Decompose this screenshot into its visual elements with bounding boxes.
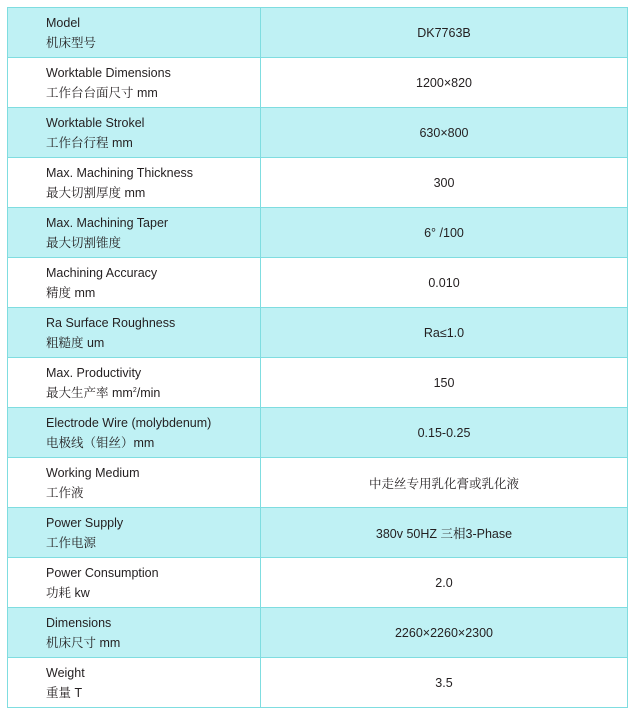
spec-label-cell [8,508,261,558]
spec-value: Ra≤1.0 [261,308,628,358]
spec-label-en: Max. Productivity [46,365,142,380]
spec-label-cn: 电极线（钼丝）mm [46,435,155,450]
spec-label-en: Power Consumption [46,565,159,580]
spec-label-en: Worktable Strokel [46,115,145,130]
spec-label-cn: 最大切割锥度 [46,235,122,250]
spec-label-en: Electrode Wire (molybdenum) [46,415,212,430]
spec-label-cn: 工作台台面尺寸 mm [46,85,158,100]
spec-label-cell [8,158,261,208]
spec-value: DK7763B [261,8,628,58]
table-row [8,308,628,358]
spec-label-en: Dimensions [46,615,112,630]
spec-label-en: Max. Machining Thickness [46,165,194,180]
spec-label-cn: 功耗 kw [46,585,90,600]
spec-label-cell [8,558,261,608]
spec-label-cell [8,408,261,458]
spec-value: 3.5 [261,658,628,708]
spec-label-en: Max. Machining Taper [46,215,169,230]
spec-label-en: Weight [46,665,85,680]
table-row [8,208,628,258]
spec-label-cn: 机床尺寸 mm [46,635,121,650]
spec-label-cn-suffix: /min [136,385,161,400]
spec-label-cell [8,258,261,308]
spec-label-en: Ra Surface Roughness [46,315,176,330]
spec-value: 150 [261,358,628,408]
spec-value: 2.0 [261,558,628,608]
table-row [8,358,628,408]
spec-value: 300 [261,158,628,208]
spec-value: 0.010 [261,258,628,308]
table-row [8,158,628,208]
spec-label-en: Power Supply [46,515,124,530]
spec-value: 0.15-0.25 [261,408,628,458]
spec-label-cell [8,608,261,658]
spec-value: 630×800 [261,108,628,158]
spec-value: 中走丝专用乳化膏或乳化液 [261,458,628,508]
spec-label-cn: 精度 mm [46,285,96,300]
spec-value: 1200×820 [261,58,628,108]
spec-label-cn: 最大生产率 mm [46,385,133,400]
spec-label-cn: 工作电源 [46,535,97,550]
spec-label-cn-group [46,383,260,403]
spec-label-en: Worktable Dimensions [46,65,171,80]
spec-value: 6° /100 [261,208,628,258]
spec-value: 380v 50HZ 三相3-Phase [261,508,628,558]
spec-label-en: Machining Accuracy [46,265,158,280]
table-row [8,458,628,508]
spec-label-cn: 机床型号 [46,35,97,50]
table-row [8,258,628,308]
spec-label-cell [8,108,261,158]
spec-label-cell [8,58,261,108]
table-row [8,508,628,558]
table-row [8,8,628,58]
table-row [8,58,628,108]
table-row [8,408,628,458]
spec-label-cn-superscript: 2 [132,386,137,394]
spec-label-cell [8,8,261,58]
spec-label-cn: 最大切割厚度 mm [46,185,146,200]
spec-label-cell [8,658,261,708]
spec-label-en: Model [46,15,81,30]
spec-label-cell [8,358,261,408]
table-row [8,558,628,608]
spec-label-cn: 粗糙度 um [46,335,105,350]
spec-label-cell [8,208,261,258]
spec-label-cn: 工作液 [46,485,84,500]
table-row [8,608,628,658]
spec-label-cn: 重量 T [46,685,83,700]
spec-label-en: Working Medium [46,465,140,480]
spec-label-cn: 工作台行程 mm [46,135,133,150]
spec-label-cell [8,308,261,358]
spec-value: 2260×2260×2300 [261,608,628,658]
spec-table [7,7,628,708]
spec-label-cell [8,458,261,508]
table-row [8,658,628,708]
table-row [8,108,628,158]
